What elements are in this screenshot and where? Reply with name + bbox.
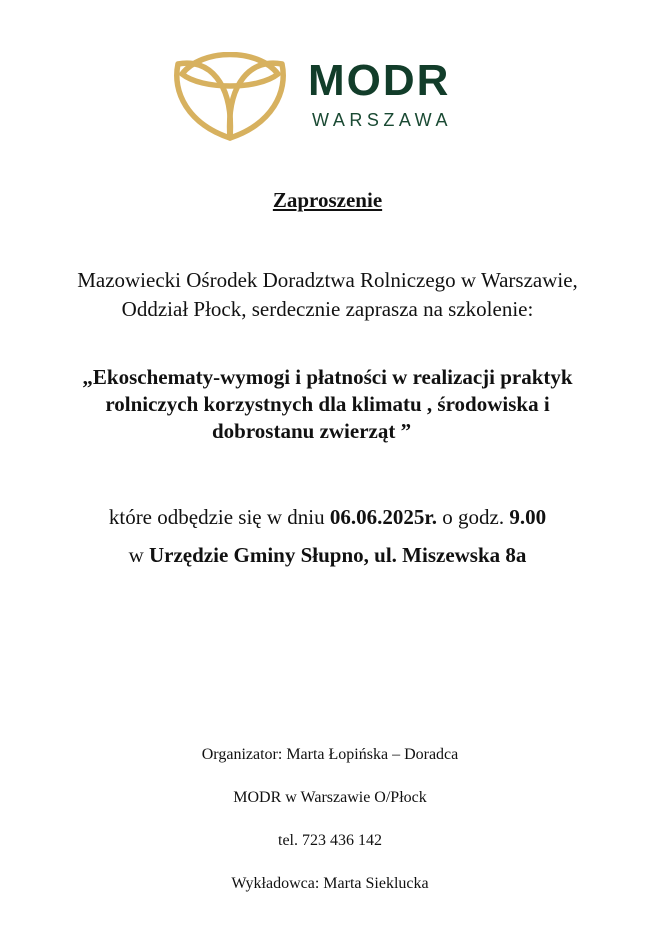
training-line-2: rolniczych korzystnych dla klimatu , środowiska i [105, 392, 550, 416]
training-line-1: „Ekoschematy-wymogi i płatności w realizacji praktyk [82, 365, 573, 389]
office-line: MODR w Warszawie O/Płock [233, 789, 427, 806]
event-time: 9.00 [509, 505, 547, 529]
where-prefix: w [128, 543, 144, 567]
when-middle: o godz. [442, 505, 505, 529]
when-prefix: które odbędzie się w dniu [108, 505, 325, 529]
event-location: Urzędzie Gminy Słupno, ul. Miszewska 8a [148, 543, 527, 567]
event-date: 06.06.2025r. [329, 505, 438, 529]
event-location-line [0, 541, 655, 570]
invitation-title: Zaproszenie [272, 188, 383, 212]
lecturer-line: Wykładowca: Marta Sieklucka [231, 875, 429, 892]
intro-paragraph [20, 266, 635, 324]
intro-line-2: Oddział Płock, serdecznie zaprasza na szkolenie: [121, 297, 534, 321]
event-date-line [0, 503, 655, 532]
logo-brand-text: MODR [308, 56, 451, 105]
organizer-line: Organizator: Marta Łopińska – Doradca [201, 746, 459, 763]
logo-city-text: WARSZAWA [312, 110, 452, 130]
training-title [30, 364, 625, 445]
phone-line: tel. 723 436 142 [278, 832, 382, 849]
intro-line-1: Mazowiecki Ośrodek Doradztwa Rolniczego w Warszawie, [77, 268, 578, 292]
modr-logo [168, 52, 498, 144]
trefoil-logo-icon [168, 52, 293, 144]
training-line-3: dobrostanu zwierząt ” [212, 419, 412, 443]
